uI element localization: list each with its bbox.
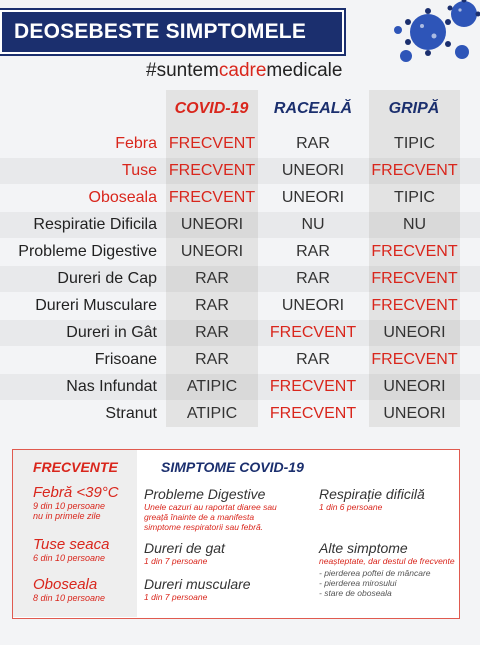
virus-icon (380, 0, 480, 70)
table-row (0, 293, 480, 319)
table-cell: FRECVENT (269, 324, 357, 341)
table-cell: FRECVENT (168, 189, 256, 206)
symptom-digestive: Probleme Digestive Unele cazuri au raportat diaree sau greață înainte de a manifesta simptome respiratorii sau febră. (144, 486, 277, 532)
table-cell: FRECVENT (371, 243, 458, 260)
row-label: Dureri in Gât (66, 324, 157, 341)
table-cell: UNEORI (180, 216, 244, 233)
table-cell: UNEORI (180, 243, 244, 260)
table-cell: NU (301, 216, 325, 233)
hashtag: #suntemcadremedicale (146, 60, 343, 81)
table-cell: UNEORI (383, 405, 446, 422)
frequent-item-fever: Febră <39°C 9 din 10 persoane nu in primele zile (33, 484, 119, 521)
table-row (0, 158, 480, 184)
table-row (0, 320, 480, 346)
symptom-breathing: Respirație dificilă 1 din 6 persoane (319, 486, 425, 512)
frequent-item-cough: Tuse seaca 6 din 10 persoane (33, 536, 110, 563)
table-cell: RAR (296, 135, 330, 152)
row-label: Febra (115, 135, 157, 152)
row-label: Dureri Musculare (35, 297, 157, 314)
table-cell: UNEORI (281, 297, 345, 314)
row-label: Stranut (105, 405, 157, 422)
symptom-throat: Dureri de gat 1 din 7 persoane (144, 540, 225, 566)
table-cell: RAR (195, 297, 229, 314)
table-cell: UNEORI (281, 189, 345, 206)
column-header-gripa: GRIPĂ (388, 100, 440, 117)
table-cell: RAR (195, 270, 229, 287)
row-label: Nas Infundat (66, 378, 157, 395)
row-label: Respiratie Dificila (33, 216, 157, 233)
table-cell: ATIPIC (186, 378, 238, 395)
header-banner (0, 10, 344, 54)
symptom-muscle: Dureri musculare 1 din 7 persoane (144, 576, 251, 602)
table-row (0, 239, 480, 265)
table-cell: FRECVENT (371, 162, 458, 179)
table-cell: UNEORI (383, 324, 446, 341)
frequent-panel (13, 450, 137, 617)
table-row (0, 374, 480, 400)
column-header-covid: COVID-19 (174, 100, 249, 117)
table-cell: UNEORI (281, 162, 345, 179)
table-cell: RAR (296, 243, 330, 260)
table-cell: ATIPIC (186, 405, 238, 422)
table-cell: FRECVENT (168, 162, 256, 179)
table-row (0, 185, 480, 211)
table-row (0, 131, 480, 157)
row-label: Tuse (122, 162, 157, 179)
table-cell: FRECVENT (269, 405, 357, 422)
table-cell: RAR (195, 351, 229, 368)
table-cell: FRECVENT (371, 297, 458, 314)
table-row (0, 401, 480, 427)
table-row (0, 347, 480, 373)
row-label: Dureri de Cap (57, 270, 157, 287)
table-cell: NU (402, 216, 427, 233)
symptom-other: Alte simptome neașteptate, dar destul de frecvente - pierderea poftei de mâncare - pierderea mirosului - stare de oboseala (319, 540, 455, 598)
table-cell: UNEORI (383, 378, 446, 395)
table-cell: RAR (296, 351, 330, 368)
table-cell: FRECVENT (371, 270, 458, 287)
table-row (0, 212, 480, 238)
table-cell: TIPIC (394, 189, 435, 206)
covid-symptoms-box (12, 449, 460, 619)
table-cell: TIPIC (394, 135, 435, 152)
page-title: DEOSEBESTE SIMPTOMELE (14, 20, 307, 43)
table-cell: RAR (195, 324, 229, 341)
row-label: Probleme Digestive (18, 243, 157, 260)
table-cell: RAR (296, 270, 330, 287)
column-header-raceala: RACEALĂ (273, 100, 353, 117)
table-row (0, 266, 480, 292)
covid-symptoms-title: SIMPTOME COVID-19 (161, 459, 304, 475)
frequent-title: FRECVENTE (33, 459, 118, 475)
row-label: Oboseala (88, 189, 157, 206)
table-cell: FRECVENT (168, 135, 256, 152)
table-cell: FRECVENT (371, 351, 458, 368)
row-label: Frisoane (94, 351, 157, 368)
frequent-item-fatigue: Oboseala 8 din 10 persoane (33, 576, 106, 603)
table-cell: FRECVENT (269, 378, 357, 395)
